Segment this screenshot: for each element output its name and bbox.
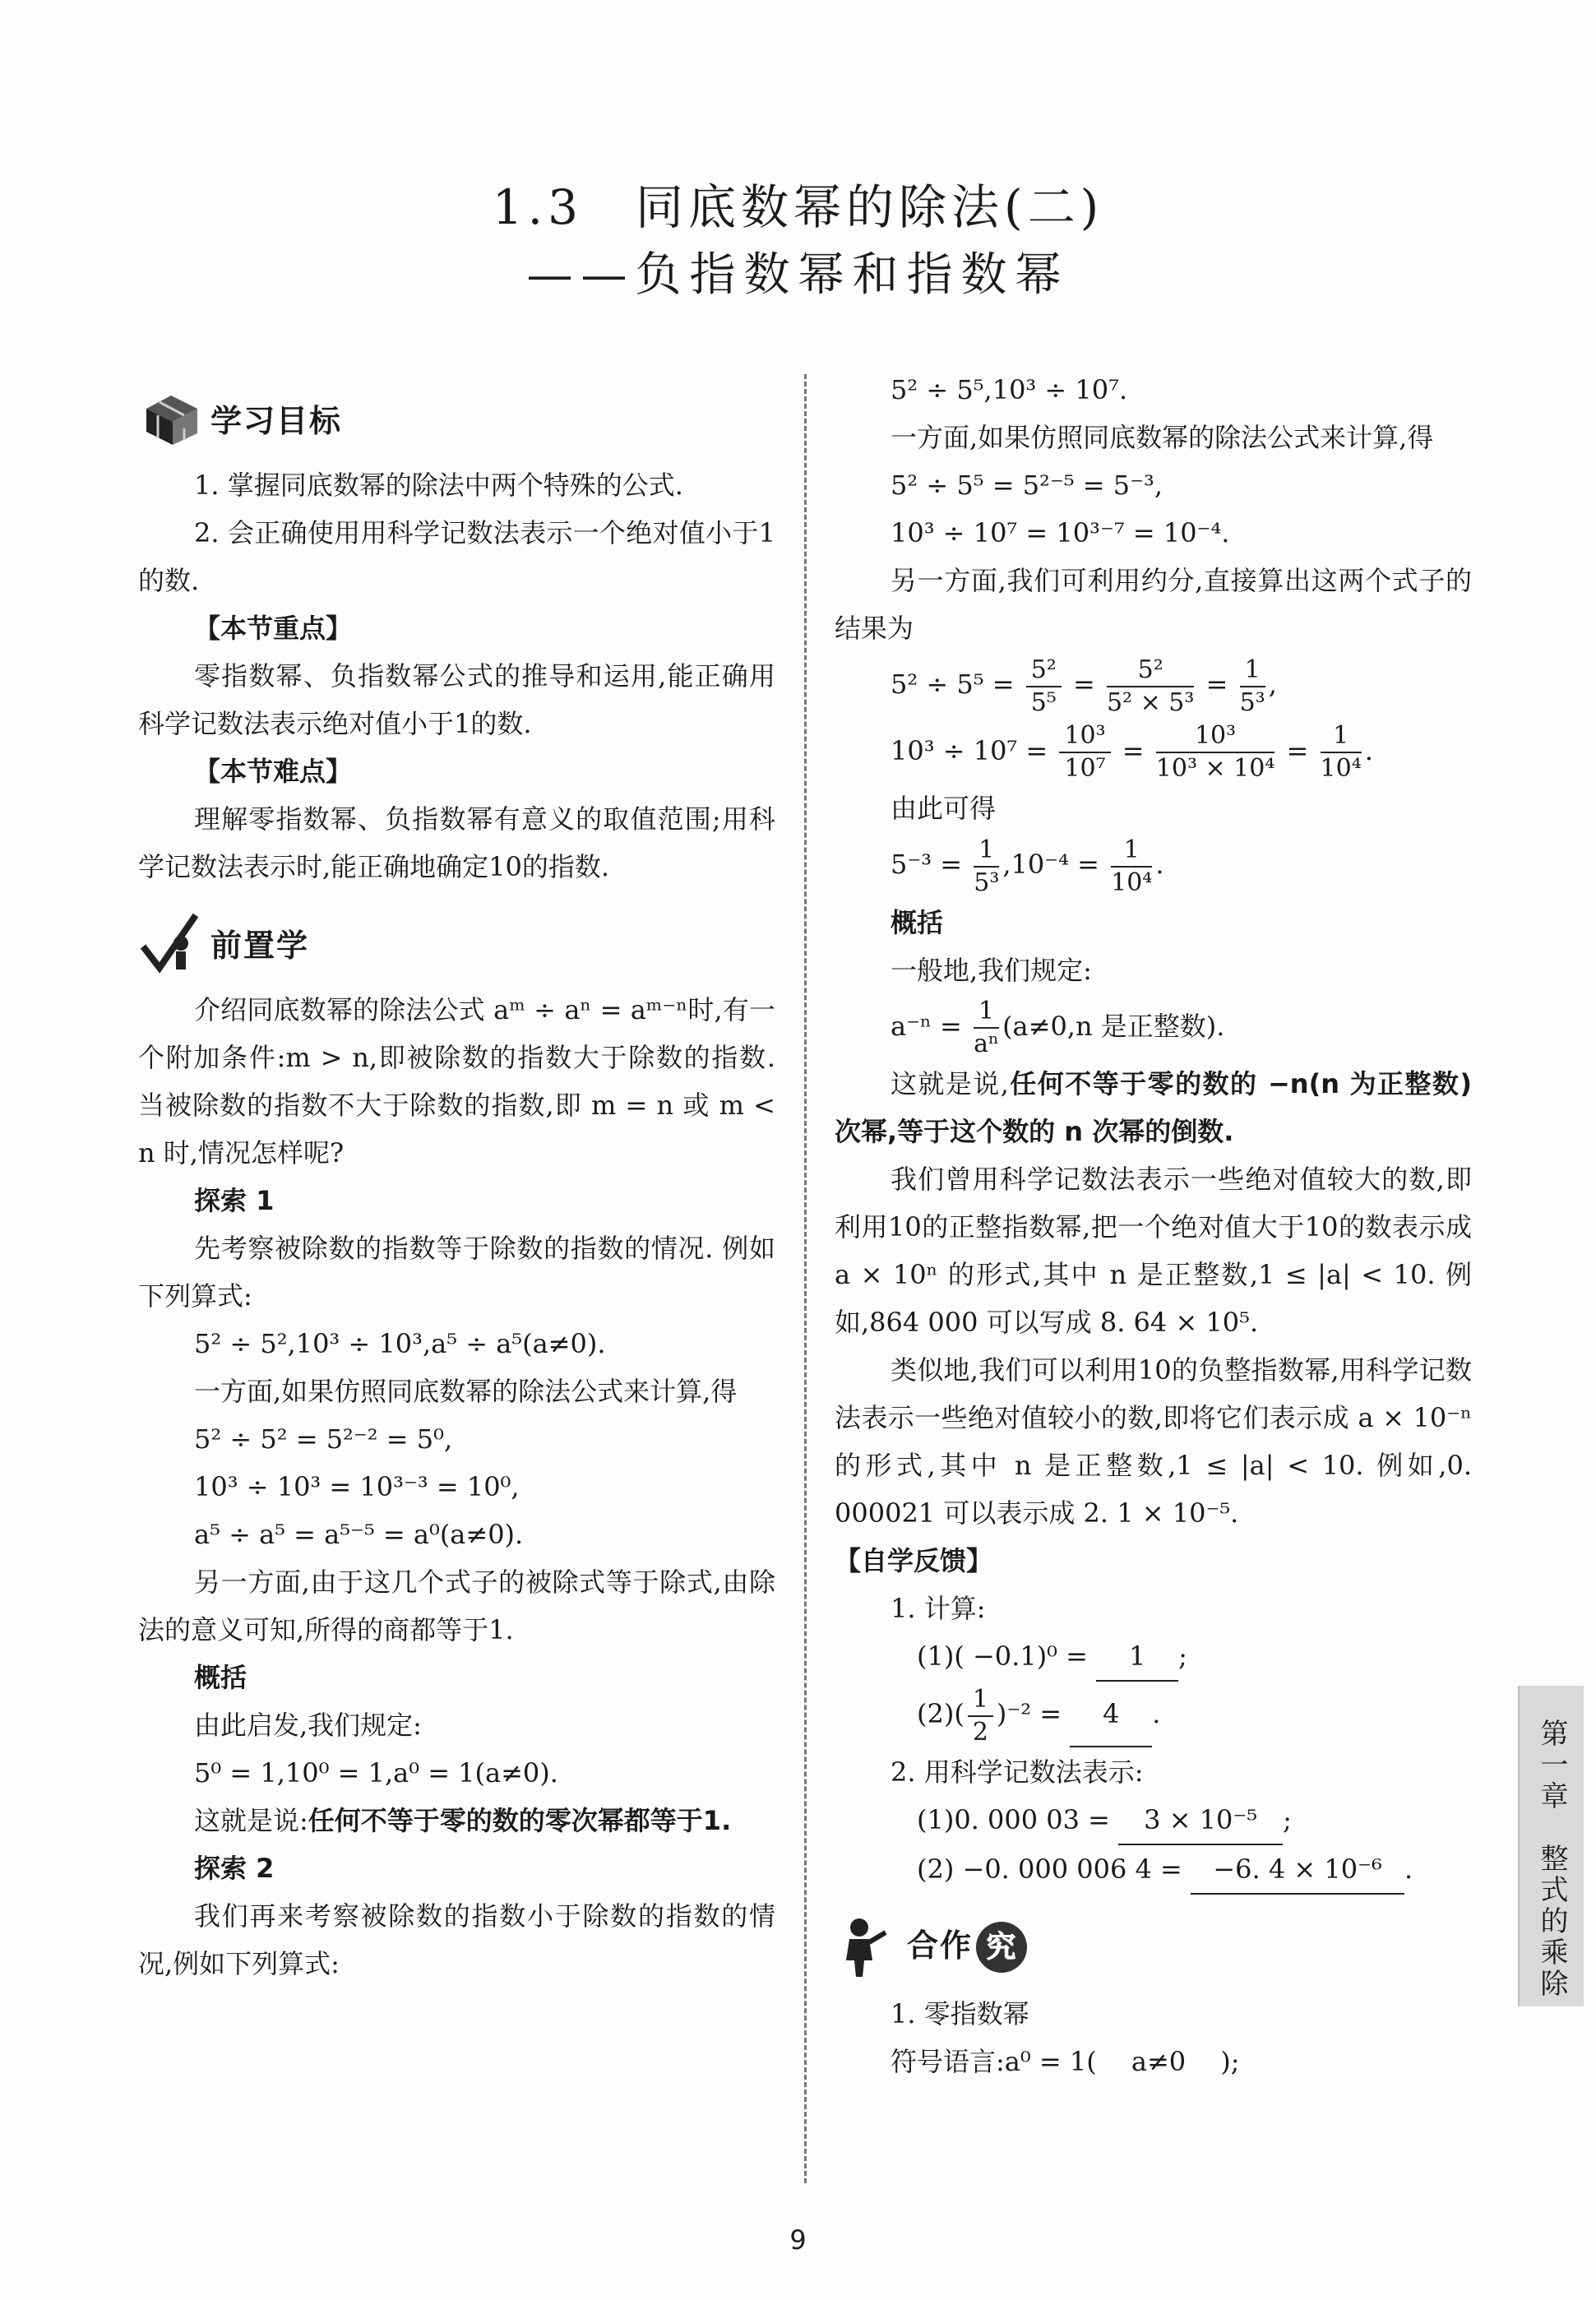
fraction: $\frac{\text{10³}}{\text{10⁷}}$	[1059, 720, 1110, 784]
cooperate-item-1-text: 符号语言:a⁰ = 1( a≠0 );	[891, 2045, 1240, 2077]
cooperate-header	[835, 1909, 1472, 1983]
scientific-notation-small: 类似地,我们可以利用10的负整指数幂,用科学记数法表示一些绝对值较小的数,即将它们表示成 a × 10⁻ⁿ的形式,其中 n 是正整数,1 ≤ |a| < 10. 例如,0. 000021 可以表示成 2. 1 × 10⁻⁵.	[835, 1354, 1472, 1529]
explore-1-math-3: a⁵ ÷ a⁵ = a⁵⁻⁵ = a⁰(a≠0).	[194, 1519, 524, 1550]
hence-text: 由此可得	[891, 793, 997, 824]
explore-1-math-1: 5² ÷ 5² = 5²⁻² = 5⁰,	[194, 1423, 453, 1455]
preview-header	[138, 905, 775, 979]
explore-2-mimic: 一方面,如果仿照同底数幂的除法公式来计算,得	[891, 422, 1434, 453]
section-subtitle: ——负指数幂和指数幂	[526, 248, 1070, 302]
chapter-side-tab: 第一章 整式的乘除	[1518, 1686, 1584, 2006]
feedback-header: 【自学反馈】	[835, 1545, 993, 1576]
figure-icon	[835, 1914, 902, 1978]
checkmark-figure-icon	[138, 910, 206, 974]
fraction: $\frac{\text{5²}}{\text{5⁵}}$	[1026, 655, 1062, 719]
answer-blank[interactable]: −6. 4 × 10⁻⁶	[1191, 1845, 1404, 1895]
fraction: $\frac{1}{2}$	[968, 1684, 993, 1748]
question-1b: (2)( $\frac{1}{2}$ )⁻² = 4 .	[835, 1682, 1472, 1748]
key-text: 零指数幂、负指数幂公式的推导和运用,能正确用科学记数法表示绝对值小于1的数.	[138, 660, 775, 739]
hence-equation: 5⁻³ = $\frac{1}{\text{5³}}$ ,10⁻⁴ = $\frac{1}{\text{10⁴}}$ .	[891, 835, 1164, 897]
difficulty-text: 理解零指数幂、负指数幂有意义的取值范围;用科学记数法表示时,能正确地确定10的指数.	[138, 803, 775, 882]
explore-1-heading: 探索 1	[194, 1185, 275, 1216]
summary-heading-1: 概括	[194, 1662, 247, 1693]
section-title: 1.3 同底数幂的除法(二)	[492, 179, 1104, 235]
general-text: 一般地,我们规定:	[891, 954, 1092, 986]
explore-1-text: 先考察被除数的指数等于除数的指数的情况. 例如下列算式:	[138, 1233, 775, 1312]
explore-2-examples: 5² ÷ 5⁵,10³ ÷ 10⁷.	[891, 374, 1128, 405]
objective-2: 2. 会正确使用用科学记数法表示一个绝对值小于1的数.	[138, 517, 775, 596]
difficulty-header: 【本节难点】	[194, 756, 353, 787]
preview-label: 前置学	[210, 927, 310, 964]
cooperate-label: 合作 究	[907, 1920, 1027, 1973]
negative-exponent-rule: a⁻ⁿ = $\frac{1}{\text{aⁿ}}$ (a≠0,n 是正整数).	[891, 997, 1225, 1058]
fraction: $\frac{\text{5²}}{\text{5² × 5³}}$	[1106, 655, 1195, 717]
fraction: $\frac{1}{\text{10⁴}}$	[1111, 835, 1153, 897]
column-divider	[804, 374, 807, 2183]
page-number: 9	[789, 2224, 807, 2256]
question-1a: (1)( −0.1)⁰ = 1 ;	[835, 1632, 1472, 1682]
explore-2-math-1: 5² ÷ 5⁵ = 5²⁻⁵ = 5⁻³,	[891, 470, 1163, 501]
explore-1-math-2: 10³ ÷ 10³ = 10³⁻³ = 10⁰,	[194, 1471, 520, 1502]
explore-2-other: 另一方面,我们可利用约分,直接算出这两个式子的结果为	[835, 565, 1472, 644]
question-2: 2. 用科学记数法表示:	[891, 1756, 1144, 1788]
question-2b: (2) −0. 000 006 4 = −6. 4 × 10⁻⁶ .	[835, 1845, 1472, 1895]
cube-icon	[138, 386, 206, 450]
explore-1-examples: 5² ÷ 5²,10³ ÷ 10³,a⁵ ÷ a⁵(a≠0).	[194, 1328, 606, 1359]
cooperate-item-1: 1. 零指数幂	[891, 1997, 1029, 2029]
question-2a: (1)0. 000 03 = 3 × 10⁻⁵ ;	[835, 1796, 1472, 1845]
explore-2-text: 我们再来考察被除数的指数小于除数的指数的情况,例如下列算式:	[138, 1900, 775, 1979]
explore-1-mimic: 一方面,如果仿照同底数幂的除法公式来计算,得	[194, 1376, 738, 1407]
rule-conclusion: 这就是说,任何不等于零的数的 −n(n 为正整数)次幂,等于这个数的 n 次幂的倒数.	[835, 1068, 1472, 1147]
fraction: $\frac{1}{\text{5³}}$	[974, 835, 1000, 897]
left-column	[138, 366, 775, 1988]
objectives-header	[138, 381, 775, 455]
scientific-notation-large: 我们曾用科学记数法表示一些绝对值较大的数,即利用10的正整指数幂,把一个绝对值大于10的数表示成 a × 10ⁿ 的形式,其中 n 是正整数,1 ≤ |a| < 10. 例如,864 000 可以写成 8. 64 × 10⁵.	[835, 1164, 1472, 1338]
fraction-equation-1: 5² ÷ 5⁵ = $\frac{\text{5²}}{\text{5⁵}}$ = $\frac{\text{5²}}{\text{5² × 5³}}$ = $\frac{1}{\text{5³}}$ ,	[891, 655, 1277, 717]
fraction-equation-2: 10³ ÷ 10⁷ = $\frac{\text{10³}}{\text{10⁷}}$ = $\frac{\text{10³}}{\text{10³ × 10⁴}}$ = $\frac{1}{\text{10⁴}}$ .	[891, 721, 1373, 783]
objective-1: 1. 掌握同底数幂的除法中两个特殊的公式.	[194, 470, 683, 501]
answer-blank[interactable]: 4	[1070, 1682, 1152, 1747]
summary-1-conclusion: 这就是说:任何不等于零的数的零次幂都等于1.	[194, 1805, 732, 1836]
summary-1-text: 由此启发,我们规定:	[194, 1710, 422, 1741]
fraction: $\frac{1}{\text{10⁴}}$	[1320, 721, 1362, 783]
right-column	[835, 366, 1472, 2085]
summary-1-rule: 5⁰ = 1,10⁰ = 1,a⁰ = 1(a≠0).	[194, 1757, 558, 1789]
question-1: 1. 计算:	[891, 1593, 986, 1624]
key-header: 【本节重点】	[194, 613, 353, 644]
explore-2-math-2: 10³ ÷ 10⁷ = 10³⁻⁷ = 10⁻⁴.	[891, 517, 1230, 548]
answer-blank[interactable]: 1	[1096, 1632, 1178, 1682]
answer-blank[interactable]: 3 × 10⁻⁵	[1118, 1796, 1283, 1845]
explore-1-other: 另一方面,由于这几个式子的被除式等于除式,由除法的意义可知,所得的商都等于1.	[138, 1566, 775, 1645]
explore-2-heading: 探索 2	[194, 1853, 275, 1884]
fraction: $\frac{\text{10³}}{\text{10³ × 10⁴}}$	[1155, 721, 1275, 783]
fraction: $\frac{1}{\text{5³}}$	[1239, 655, 1265, 717]
intro-paragraph: 介绍同底数幂的除法公式 aᵐ ÷ aⁿ = aᵐ⁻ⁿ时,有一个附加条件:m > n,即被除数的指数大于除数的指数. 当被除数的指数不大于除数的指数,即 m = n 或 m < n 时,情况怎样呢?	[138, 994, 775, 1169]
fraction: $\frac{1}{\text{aⁿ}}$	[974, 997, 999, 1058]
objectives-label: 学习目标	[210, 402, 343, 439]
summary-heading-2: 概括	[891, 906, 944, 938]
